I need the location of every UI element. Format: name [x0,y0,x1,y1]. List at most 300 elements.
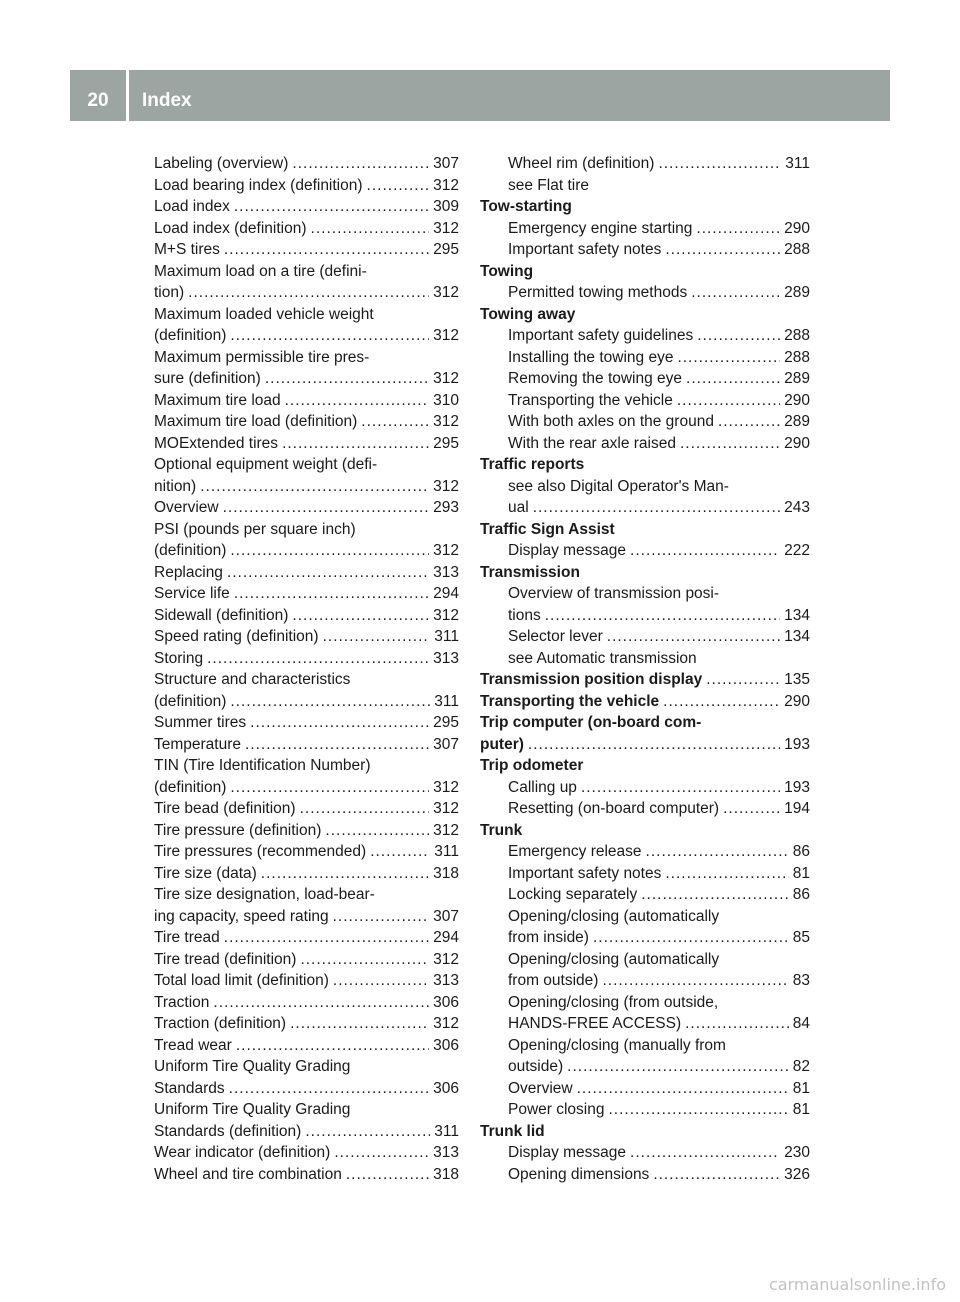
entry-text: sure (definition) [154,370,261,387]
index-entry [154,304,459,326]
index-entry [480,325,810,347]
index-entry [154,497,459,519]
dot-leader [188,282,429,304]
entry-text: Load index [154,198,230,215]
index-entry [154,648,459,670]
entry-text: Maximum permissible tire pres- [154,348,370,366]
entry-text: Trunk lid [480,1122,545,1140]
index-entry [154,261,459,283]
page-reference: 311 [434,1122,459,1140]
dot-leader [234,583,429,605]
page-reference: 306 [433,1036,459,1054]
index-entry [480,863,810,885]
dot-leader [250,712,429,734]
index-entry [480,1035,810,1057]
index-entry [154,583,459,605]
entry-text: Tire bead (definition) [154,800,296,817]
dot-leader [641,884,789,906]
page-reference: 313 [433,563,459,581]
page-title: Index [142,90,192,111]
page-reference: 309 [433,198,459,215]
page-reference: 83 [792,972,810,989]
dot-leader [230,540,429,562]
dot-leader [665,239,780,261]
dot-leader [261,863,429,885]
index-entry [480,218,810,240]
entry-text: Speed rating (definition) [154,628,319,645]
index-entry [480,798,810,820]
entry-text: Opening/closing (automatically [508,950,720,968]
index-entry [480,648,810,670]
index-entry [154,325,459,347]
dot-leader [630,1142,780,1164]
index-entry [154,734,459,756]
entry-text: Opening/closing (manually from [508,1036,726,1054]
entry-text: Traffic reports [480,456,585,473]
entry-text: Opening dimensions [508,1165,650,1183]
index-entry [480,906,810,928]
entry-text: Maximum load on a tire (defini- [154,262,367,280]
entry-text: Tread wear [154,1036,232,1054]
dot-leader [311,218,430,240]
dot-leader [697,325,780,347]
entry-text: Resetting (on-board computer) [508,800,720,817]
page-reference: 194 [784,800,810,817]
entry-text: Traction (definition) [154,1015,287,1032]
dot-leader [545,605,780,627]
index-heading [480,669,810,691]
dot-leader [533,497,780,519]
dot-leader [230,777,429,799]
dot-leader [593,927,789,949]
page-reference: 306 [433,1079,459,1097]
entry-text: Installing the towing eye [508,348,674,366]
index-entry [480,1013,810,1035]
page-reference: 312 [433,542,459,559]
index-entry [480,1078,810,1100]
entry-text: Emergency engine starting [508,219,693,237]
entry-text: Summer tires [154,714,247,731]
dot-leader [333,906,430,928]
index-entry [154,519,459,541]
entry-text: see Flat tire [508,176,589,194]
entry-text: Removing the towing eye [508,370,683,387]
entry-text: Important safety notes [508,241,662,258]
entry-text: Tire pressures (recommended) [154,843,367,860]
entry-text: Wheel and tire combination [154,1165,342,1183]
page-reference: 295 [433,714,459,731]
index-entry [480,583,810,605]
dot-leader [630,540,780,562]
page-reference: 312 [433,821,459,839]
entry-text: Storing [154,649,204,667]
entry-text: Permitted towing methods [508,284,688,301]
page-reference: 311 [785,155,810,172]
dot-leader [602,970,788,992]
dot-leader [581,777,780,799]
dot-leader [282,433,429,455]
dot-leader [361,411,429,433]
entry-text: nition) [154,477,197,495]
entry-text: Trunk [480,821,523,839]
entry-text: HANDS-FREE ACCESS) [508,1015,682,1032]
page-reference: 289 [784,413,810,430]
entry-text: Structure and characteristics [154,671,351,688]
dot-leader [200,476,429,498]
entry-text: Maximum loaded vehicle weight [154,305,374,323]
entry-text: Locking separately [508,886,638,903]
dot-leader [370,841,430,863]
entry-text: from outside) [508,972,599,989]
entry-text: Standards [154,1079,225,1097]
page-reference: 288 [784,327,810,344]
page-reference: 222 [784,542,810,559]
index-entry [154,712,459,734]
page-reference: 306 [433,993,459,1011]
index-entry [154,433,459,455]
dot-leader [658,153,781,175]
page-reference: 312 [433,800,459,817]
dot-leader [718,411,780,433]
entry-text: (definition) [154,778,227,796]
entry-text: M+S tires [154,241,220,258]
entry-text: Power closing [508,1101,605,1118]
header-divider [126,70,129,121]
index-entry [154,798,459,820]
entry-text: Traffic Sign Assist [480,520,615,538]
entry-text: Important safety guidelines [508,327,694,344]
index-entry [154,992,459,1014]
index-entry [154,906,459,928]
page-reference: 318 [433,864,459,882]
page-reference: 288 [784,241,810,258]
entry-text: TIN (Tire Identification Number) [154,757,371,774]
dot-leader [723,798,780,820]
entry-text: With both axles on the ground [508,413,714,430]
page-reference: 312 [433,1015,459,1032]
entry-text: Total load limit (definition) [154,972,329,989]
page-header [70,70,890,121]
dot-leader [646,841,789,863]
page-reference: 310 [433,391,459,409]
entry-text: Uniform Tire Quality Grading [154,1058,351,1075]
entry-text: Maximum tire load [154,391,281,409]
page-reference: 230 [784,1144,810,1161]
dot-leader [663,691,780,713]
index-entry [480,777,810,799]
entry-text: Transmission [480,563,580,581]
index-entry [154,626,459,648]
index-entry [154,1078,459,1100]
index-entry [480,992,810,1014]
page-reference: 86 [792,843,810,860]
index-column-right [480,153,810,1185]
index-entry [480,433,810,455]
index-entry [480,282,810,304]
page-reference: 312 [433,327,459,344]
dot-leader [528,734,780,756]
page-reference: 295 [433,434,459,452]
entry-text: Emergency release [508,843,642,860]
index-entry [480,927,810,949]
index-entry [480,239,810,261]
entry-text: Transporting the vehicle [508,391,673,409]
entry-text: see Automatic transmission [508,649,697,667]
index-entry [154,1013,459,1035]
page-reference: 311 [434,843,459,860]
page-reference: 307 [433,155,459,172]
index-entry [154,927,459,949]
dot-leader [227,562,429,584]
index-entry [480,884,810,906]
index-entry [154,669,459,691]
index-heading [480,820,810,842]
dot-leader [653,1164,780,1186]
page-reference: 313 [433,972,459,989]
entry-text: Wheel rim (definition) [508,155,655,172]
dot-leader [305,1121,430,1143]
dot-leader [607,626,780,648]
entry-text: Load bearing index (definition) [154,176,363,194]
page-reference: 81 [792,864,810,882]
index-entry [154,347,459,369]
index-entry [480,970,810,992]
index-entry [154,175,459,197]
entry-text: Transporting the vehicle [480,692,660,710]
index-heading [480,196,810,218]
page-reference: 312 [433,370,459,387]
page-reference: 312 [433,413,459,430]
page-reference: 134 [784,606,810,624]
entry-text: Selector lever [508,628,603,645]
entry-text: Traction [154,993,210,1011]
page-reference: 311 [434,692,459,710]
index-entry [154,691,459,713]
page-reference: 318 [433,1165,459,1183]
index-entry [480,841,810,863]
entry-text: Opening/closing (from outside, [508,993,719,1011]
page-reference: 290 [784,391,810,409]
dot-leader [677,347,780,369]
page-reference: 294 [433,929,459,946]
page-number: 20 [87,90,109,111]
entry-text: Tire pressure (definition) [154,821,322,839]
page-reference: 135 [784,671,810,688]
index-entry [480,949,810,971]
index-heading [480,1121,810,1143]
index-entry [154,540,459,562]
entry-text: (definition) [154,542,227,559]
page-reference: 311 [434,628,459,645]
page-reference: 294 [433,585,459,602]
dot-leader [567,1056,789,1078]
dot-leader [213,992,429,1014]
dot-leader [577,1078,789,1100]
entry-text: Tow-starting [480,198,572,215]
entry-text: Maximum tire load (definition) [154,413,358,430]
page-reference: 86 [792,886,810,903]
entry-text: Towing away [480,305,576,323]
index-column-left [154,153,459,1185]
index-entry [154,1164,459,1186]
dot-leader [292,153,429,175]
index-entry [154,239,459,261]
entry-text: Standards (definition) [154,1122,302,1140]
page-reference: 312 [433,778,459,796]
index-entry [480,368,810,390]
page-reference: 307 [433,907,459,925]
index-heading [480,304,810,326]
index-entry [154,1121,459,1143]
index-entry [480,1056,810,1078]
page-reference: 312 [433,284,459,301]
index-entry [154,562,459,584]
dot-leader [230,325,429,347]
index-entry [154,820,459,842]
index-entry [154,970,459,992]
page-reference: 193 [784,778,810,796]
entry-text: Transmission position display [480,671,703,688]
index-entry [154,454,459,476]
page-reference: 81 [792,1079,810,1097]
entry-text: Trip computer (on-board com- [480,714,702,731]
index-heading [480,712,810,734]
entry-text: Labeling (overview) [154,155,289,172]
entry-text: Towing [480,262,534,280]
page-reference: 290 [784,434,810,452]
dot-leader [245,734,429,756]
page-reference: 293 [433,499,459,516]
page-reference: 84 [792,1015,810,1032]
index-entry [154,476,459,498]
index-entry [480,347,810,369]
page-reference: 312 [433,477,459,495]
dot-leader [223,497,430,519]
index-entry [154,390,459,412]
index-heading [480,519,810,541]
dot-leader [706,669,780,691]
entry-text: see also Digital Operator's Man- [508,477,729,495]
index-entry [480,1142,810,1164]
page-reference: 288 [784,348,810,366]
entry-text: ing capacity, speed rating [154,907,329,925]
dot-leader [234,196,429,218]
dot-leader [300,949,429,971]
entry-text: Service life [154,585,230,602]
entry-text: Overview of transmission posi- [508,585,720,602]
dot-leader [236,1035,429,1057]
entry-text: ual [508,499,529,516]
dot-leader [224,927,429,949]
index-heading [480,261,810,283]
index-entry [154,218,459,240]
index-entry [154,777,459,799]
dot-leader [691,282,780,304]
entry-text: Overview [154,499,219,516]
index-entry [154,411,459,433]
page-reference: 243 [784,499,810,516]
entry-text: puter) [480,735,524,753]
page-reference: 289 [784,370,810,387]
dot-leader [207,648,429,670]
entry-text: Display message [508,542,627,559]
entry-text: Wear indicator (definition) [154,1144,331,1161]
entry-text: Tire tread [154,929,220,946]
index-entry [480,411,810,433]
dot-leader [224,239,429,261]
index-entry [154,368,459,390]
index-entry [154,1035,459,1057]
index-heading [480,755,810,777]
index-entry [154,841,459,863]
watermark: carmanualsonline.info [768,1275,946,1294]
entry-text: (definition) [154,327,227,344]
page-reference: 82 [792,1058,810,1075]
index-entry [480,605,810,627]
entry-text: Sidewall (definition) [154,606,289,624]
index-entry [480,153,810,175]
index-entry [154,1056,459,1078]
dot-leader [300,798,430,820]
index-entry [154,949,459,971]
index-entry [480,175,810,197]
entry-text: (definition) [154,692,227,710]
entry-text: Important safety notes [508,864,662,882]
dot-leader [367,175,430,197]
page-reference: 312 [433,219,459,237]
page-reference: 312 [433,950,459,968]
page-reference: 289 [784,284,810,301]
entry-text: PSI (pounds per square inch) [154,520,356,538]
index-entry [480,540,810,562]
index-entry [154,153,459,175]
dot-leader [696,218,780,240]
index-entry [480,390,810,412]
dot-leader [677,390,780,412]
index-entry [154,605,459,627]
page-reference: 313 [433,1144,459,1161]
page-reference: 313 [433,649,459,667]
index-heading [480,562,810,584]
index-entry [154,1142,459,1164]
entry-text: tions [508,606,541,624]
page-reference: 290 [784,219,810,237]
entry-text: Optional equipment weight (defi- [154,456,378,473]
index-entry [480,497,810,519]
index-heading [480,734,810,756]
entry-text: Calling up [508,778,577,796]
entry-text: Load index (definition) [154,219,307,237]
entry-text: Opening/closing (automatically [508,907,720,925]
entry-text: Tire tread (definition) [154,950,297,968]
index-entry [154,196,459,218]
index-entry [154,1099,459,1121]
dot-leader [665,863,788,885]
dot-leader [229,1078,429,1100]
dot-leader [685,1013,789,1035]
dot-leader [230,691,430,713]
dot-leader [609,1099,789,1121]
entry-text: With the rear axle raised [508,434,676,452]
index-entry [154,755,459,777]
index-entry [154,282,459,304]
index-entry [480,476,810,498]
dot-leader [323,626,431,648]
page-reference: 290 [784,692,810,710]
page-reference: 81 [792,1101,810,1118]
page-reference: 326 [784,1165,810,1183]
dot-leader [333,970,429,992]
